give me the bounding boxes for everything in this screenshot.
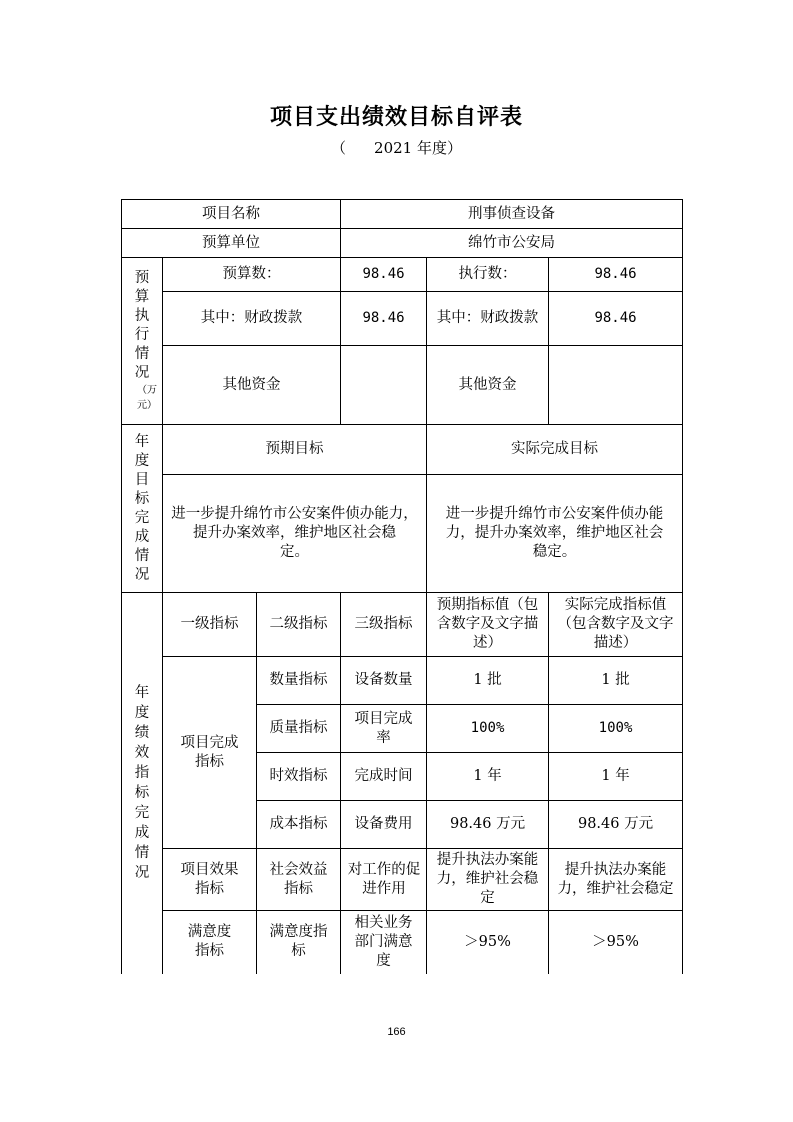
satisfaction-row (122, 911, 683, 974)
expected-goal-header: 预期目标 (163, 425, 427, 475)
annual-goal-header-row (122, 425, 683, 475)
indicator-l2: 成本指标 (257, 801, 341, 849)
budget-unit-value: 绵竹市公安局 (341, 229, 683, 258)
indicator-header-row (122, 593, 683, 657)
fiscal-budget-label: 其中：财政拨款 (163, 292, 341, 346)
effect-expected: 提升执法办案能力，维护社会稳定 (427, 849, 549, 911)
fiscal-row (122, 292, 683, 346)
table-row (122, 657, 683, 705)
actual-goal-line2: 稳定。 (532, 544, 577, 560)
annual-goal-section-label (122, 425, 163, 593)
indicator-expected: 98.46 万元 (427, 801, 549, 849)
budget-unit-row (122, 229, 683, 258)
expected-goal-text (163, 475, 427, 593)
satisfaction-l3-text: 相关业务部门满意度 (354, 914, 413, 969)
effect-l2 (257, 849, 341, 911)
level2-header: 二级指标 (257, 593, 341, 657)
self-evaluation-table (121, 199, 683, 974)
indicator-section-text: 年度绩效指标完成情况 (134, 685, 150, 882)
expected-goal-line1: 进一步提升绵竹市公安案件侦办能力，提升办案效率，维护地区社会稳 (171, 506, 418, 541)
annual-goal-content-row (122, 475, 683, 593)
budget-amount-label: 预算数： (163, 258, 341, 292)
indicator-l3 (341, 705, 427, 753)
budget-section-text: 预算执行情况 (134, 270, 150, 381)
indicator-actual: 1 年 (549, 753, 683, 801)
effect-l3-text: 对工作的促进作用 (347, 861, 421, 897)
indicator-l3: 完成时间 (341, 753, 427, 801)
annual-goal-section-text: 年度目标完成情况 (134, 433, 150, 583)
indicator-l3-text: 项目完成率 (354, 710, 413, 746)
indicator-l2: 数量指标 (257, 657, 341, 705)
expected-goal-line2: 定。 (280, 544, 310, 560)
budget-row (122, 258, 683, 292)
indicator-l2: 时效指标 (257, 753, 341, 801)
level1-header: 一级指标 (163, 593, 257, 657)
project-name-value: 刑事侦查设备 (341, 200, 683, 229)
page-number: 166 (387, 1026, 406, 1038)
effect-actual: 提升执法办案能力，维护社会稳定 (549, 849, 683, 911)
indicator-actual: 100% (549, 705, 683, 753)
indicator-l2: 质量指标 (257, 705, 341, 753)
completion-group-text: 项目完成指标 (180, 734, 239, 770)
exec-amount-value: 98.46 (549, 258, 683, 292)
document-year (0, 137, 793, 158)
other-exec-label: 其他资金 (427, 346, 549, 425)
actual-goal-text (427, 475, 683, 593)
satisfaction-expected: ＞95% (427, 911, 549, 974)
effect-l1-text: 项目效果指标 (180, 861, 239, 897)
indicator-section-label (122, 593, 163, 974)
indicator-l3: 设备费用 (341, 801, 427, 849)
satisfaction-actual: ＞95% (549, 911, 683, 974)
other-exec-value (549, 346, 683, 425)
indicator-expected: 100% (427, 705, 549, 753)
project-name-row (122, 200, 683, 229)
indicator-actual: 1 批 (549, 657, 683, 705)
fiscal-exec-label: 其中：财政拨款 (427, 292, 549, 346)
indicator-expected: 1 批 (427, 657, 549, 705)
level3-header: 三级指标 (341, 593, 427, 657)
satisfaction-l1 (163, 911, 257, 974)
effect-l1 (163, 849, 257, 911)
fiscal-budget-value: 98.46 (341, 292, 427, 346)
other-funds-row (122, 346, 683, 425)
satisfaction-l1-text: 满意度指标 (187, 924, 232, 960)
actual-goal-header: 实际完成目标 (427, 425, 683, 475)
budget-unit-note: （万元） (137, 385, 157, 411)
indicator-actual: 98.46 万元 (549, 801, 683, 849)
document-title: 项目支出绩效目标自评表 (269, 104, 523, 130)
other-budget-value (341, 346, 427, 425)
effect-row (122, 849, 683, 911)
year-text: 2021 年度） (374, 139, 462, 157)
fiscal-exec-value: 98.46 (549, 292, 683, 346)
budget-section-label (122, 258, 163, 425)
expected-value-header: 预期指标值（包含数字及文字描述） (427, 593, 549, 657)
year-open-paren: （ (331, 139, 347, 157)
satisfaction-l3 (341, 911, 427, 974)
exec-amount-label: 执行数： (427, 258, 549, 292)
effect-l3 (341, 849, 427, 911)
effect-l2-text: 社会效益指标 (269, 861, 328, 897)
budget-amount-value: 98.46 (341, 258, 427, 292)
project-name-label: 项目名称 (122, 200, 341, 229)
other-budget-label: 其他资金 (163, 346, 341, 425)
indicator-expected: 1 年 (427, 753, 549, 801)
satisfaction-l2 (257, 911, 341, 974)
completion-group-label (163, 657, 257, 849)
indicator-l3: 设备数量 (341, 657, 427, 705)
actual-value-header: 实际完成指标值（包含数字及文字描述） (549, 593, 683, 657)
actual-goal-line1: 进一步提升绵竹市公安案件侦办能力，提升办案效率，维护地区社会 (445, 506, 664, 541)
satisfaction-l2-text: 满意度指标 (269, 924, 328, 960)
budget-unit-label: 预算单位 (122, 229, 341, 258)
